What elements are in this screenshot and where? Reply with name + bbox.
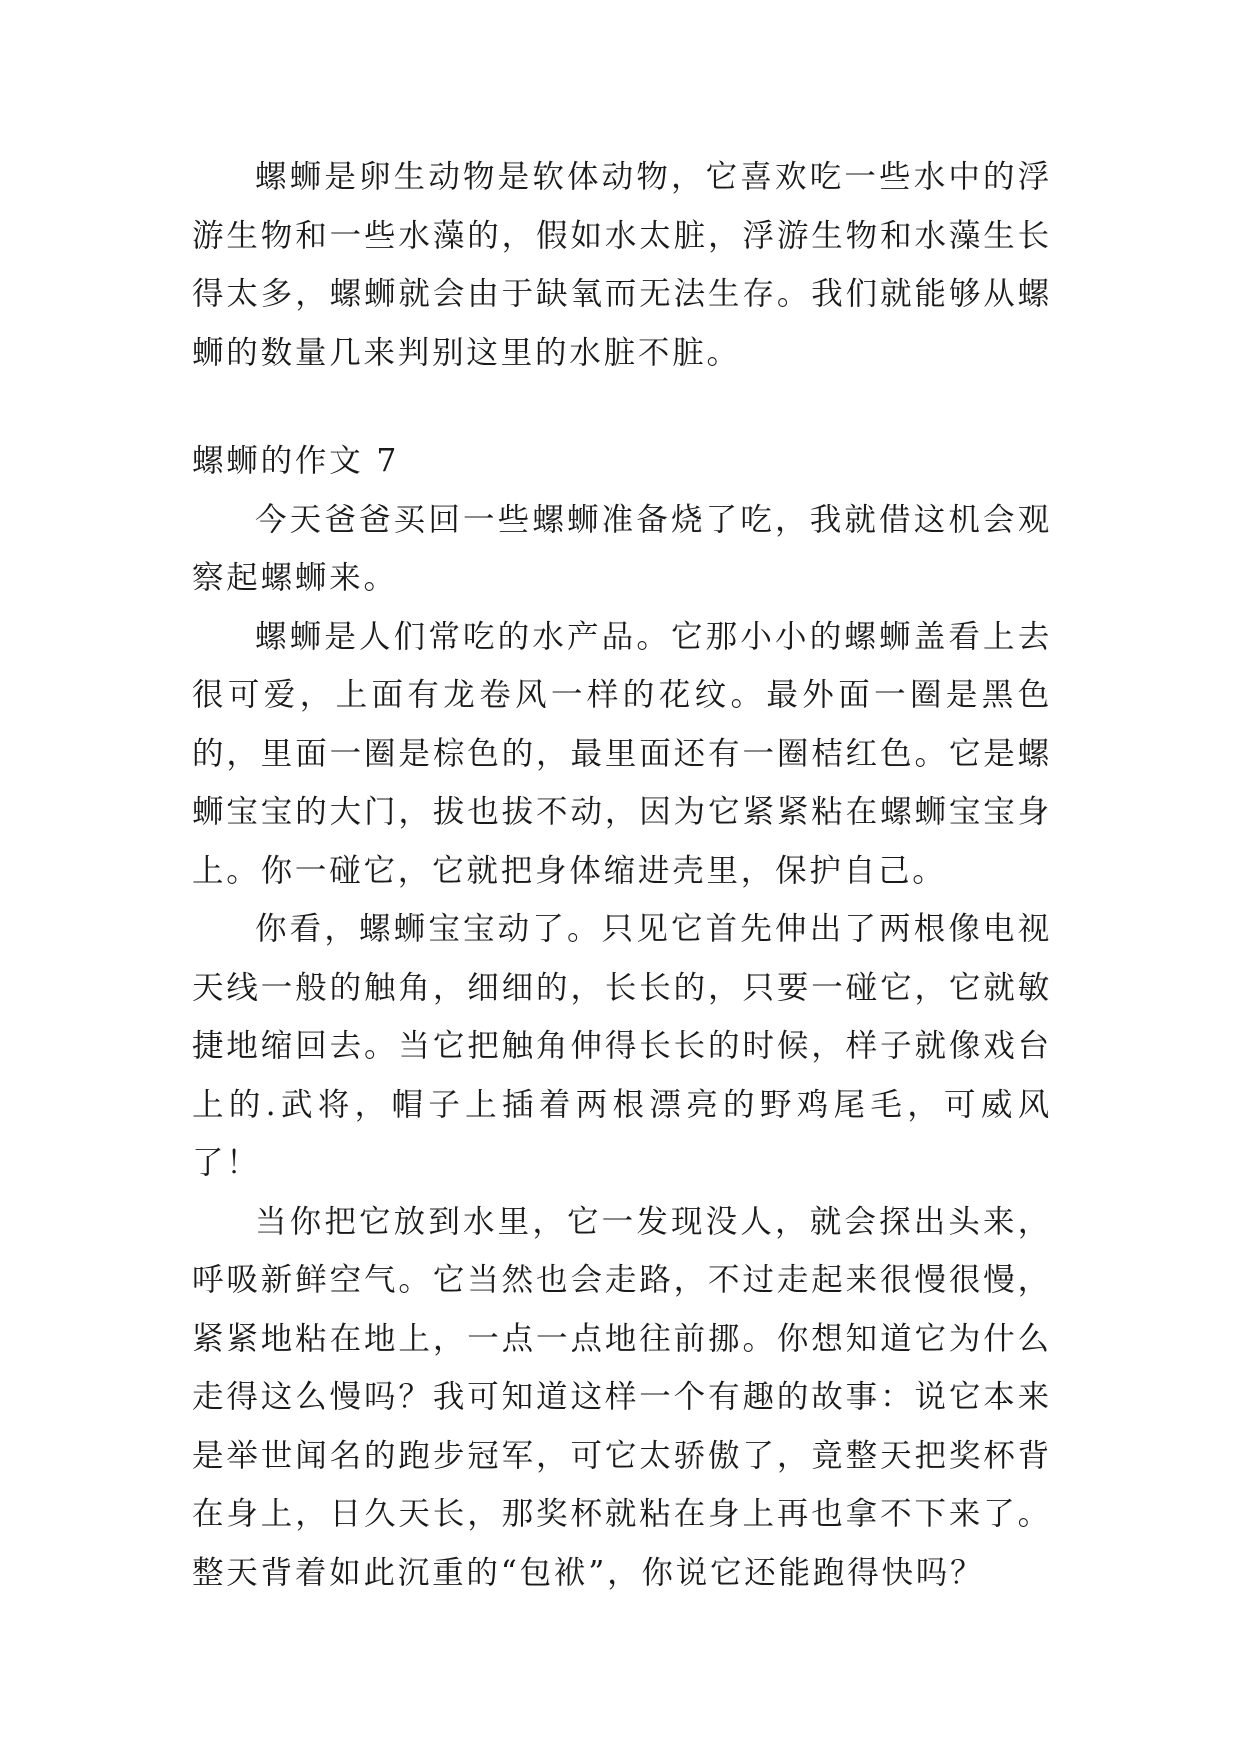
document-page [192, 148, 1052, 1602]
body-paragraph-3: 你看，螺蛳宝宝动了。只见它首先伸出了两根像电视天线一般的触角，细细的，长长的，只要一碰它，它就敏捷地缩回去。当它把触角伸得长长的时候，样子就像戏台上的.武将，帽子上插着两根漂亮的野鸡尾毛，可威风了！ [192, 911, 1052, 1181]
section-title: 螺蛳的作文 7 [192, 443, 400, 479]
body-paragraph-2: 螺蛳是人们常吃的水产品。它那小小的螺蛳盖看上去很可爱，上面有龙卷风一样的花纹。最外面一圈是黑色的，里面一圈是棕色的，最里面还有一圈桔红色。它是螺蛳宝宝的大门，拔也拔不动，因为它紧紧粘在螺蛳宝宝身上。你一碰它，它就把身体缩进壳里，保护自己。 [192, 618, 1052, 889]
intro-paragraph: 螺蛳是卵生动物是软体动物，它喜欢吃一些水中的浮游生物和一些水藻的，假如水太脏，浮游生物和水藻生长得太多，螺蛳就会由于缺氧而无法生存。我们就能够从螺蛳的数量几来判别这里的水脏不脏。 [192, 159, 1052, 371]
body-paragraph-1: 今天爸爸买回一些螺蛳准备烧了吃，我就借这机会观察起螺蛳来。 [192, 501, 1052, 596]
body-paragraph-4: 当你把它放到水里，它一发现没人，就会探出头来，呼吸新鲜空气。它当然也会走路，不过走起来很慢很慢，紧紧地粘在地上，一点一点地往前挪。你想知道它为什么走得这么慢吗？我可知道这样一个有趣的故事：说它本来是举世闻名的跑步冠军，可它太骄傲了，竟整天把奖杯背在身上，日久天长，那奖杯就粘在身上再也拿不下来了。整天背着如此沉重的“包袱”，你说它还能跑得快吗？ [192, 1203, 1052, 1591]
